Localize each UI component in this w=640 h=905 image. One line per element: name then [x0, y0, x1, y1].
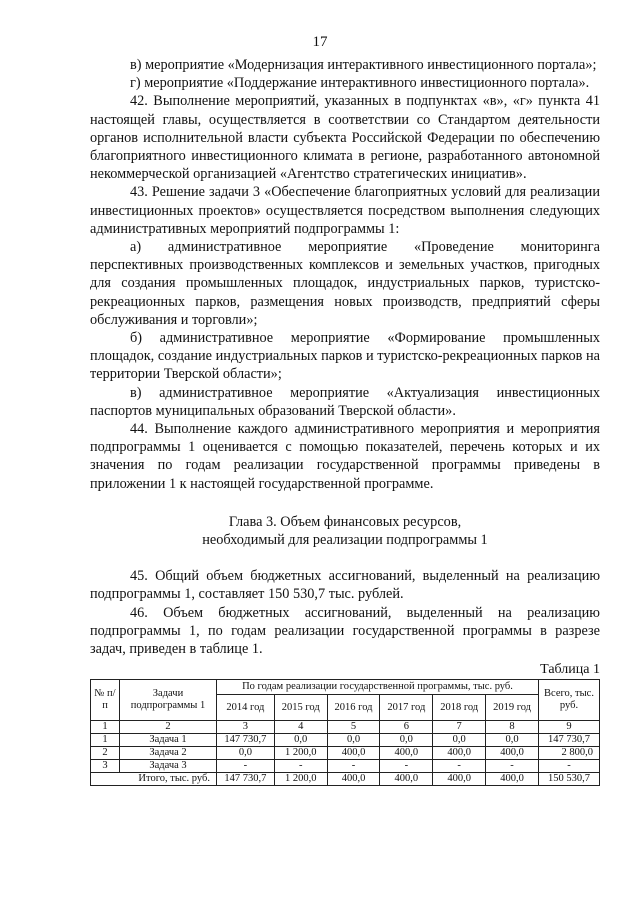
row-value: 0,0 — [274, 734, 327, 747]
row-value: - — [433, 760, 486, 773]
page-number: 17 — [312, 34, 328, 50]
totals-value: 1 200,0 — [274, 773, 327, 786]
column-number: 9 — [539, 721, 600, 734]
header-year: 2017 год — [380, 695, 433, 721]
table-row — [91, 747, 600, 760]
paragraph-item-g: г) мероприятие «Поддержание интерактивного инвестиционного портала». — [130, 75, 590, 92]
row-value: 0,0 — [486, 734, 539, 747]
table-caption: Таблица 1 — [540, 662, 600, 678]
paragraph-item-v: в) мероприятие «Модернизация интерактивного инвестиционного портала»; — [130, 57, 597, 73]
totals-value: 400,0 — [486, 773, 539, 786]
paragraph-43: 43. Решение задачи 3 «Обеспечение благоприятных условий для реализации инвестиционных проектов» осуществляется посредством выполнения следующих административных мероприятий подпрограммы 1: — [90, 184, 600, 237]
totals-grand-total: 150 530,7 — [539, 773, 600, 786]
header-year: 2019 год — [486, 695, 539, 721]
column-number: 1 — [91, 721, 120, 734]
row-total: 2 800,0 — [539, 747, 600, 760]
totals-value: 147 730,7 — [217, 773, 275, 786]
row-value: - — [380, 760, 433, 773]
row-value: 400,0 — [433, 747, 486, 760]
row-value: 400,0 — [327, 747, 380, 760]
chapter-heading-line1: Глава 3. Объем финансовых ресурсов, — [228, 513, 462, 530]
row-value: 1 200,0 — [274, 747, 327, 760]
column-number: 5 — [327, 721, 380, 734]
column-numbering-row — [91, 721, 600, 734]
row-value: - — [486, 760, 539, 773]
row-num: 2 — [91, 747, 120, 760]
paragraph-46: 46. Объем бюджетных ассигнований, выделенный на реализацию подпрограммы 1, по годам реализации государственной программы в разрезе задач, приведен в таблице 1. — [90, 604, 600, 658]
row-value: 400,0 — [486, 747, 539, 760]
row-value: 147 730,7 — [217, 734, 275, 747]
paragraph-45: 45. Общий объем бюджетных ассигнований, выделенный на реализацию подпрограммы 1, составляет 150 530,7 тыс. рублей. — [90, 568, 600, 603]
header-total: Всего, тыс. руб. — [539, 680, 600, 721]
header-years-group: По годам реализации государственной программы, тыс. руб. — [217, 680, 539, 695]
column-number: 2 — [120, 721, 217, 734]
totals-value: 400,0 — [380, 773, 433, 786]
row-num: 1 — [91, 734, 120, 747]
header-num: № п/п — [91, 680, 120, 721]
document-body — [90, 56, 600, 786]
row-num: 3 — [91, 760, 120, 773]
row-value: 0,0 — [327, 734, 380, 747]
column-number: 3 — [217, 721, 275, 734]
row-task: Задача 1 — [120, 734, 217, 747]
row-task: Задача 2 — [120, 747, 217, 760]
funding-table — [90, 679, 600, 786]
table-row — [91, 760, 600, 773]
column-number: 6 — [380, 721, 433, 734]
column-number: 4 — [274, 721, 327, 734]
row-value: 0,0 — [380, 734, 433, 747]
column-number: 7 — [433, 721, 486, 734]
column-number: 8 — [486, 721, 539, 734]
header-tasks: Задачи подпрограммы 1 — [120, 680, 217, 721]
totals-value: 400,0 — [433, 773, 486, 786]
header-year: 2018 год — [433, 695, 486, 721]
row-value: 0,0 — [217, 747, 275, 760]
row-task: Задача 3 — [120, 760, 217, 773]
paragraph-42: 42. Выполнение мероприятий, указанных в подпунктах «в», «г» пункта 41 настоящей главы, осуществляется в соответствии со Стандартом деятельности органов исполнительной власти субъекта Российской Федерации по обеспечению благоприятного инвестиционного климата в регионе, разработанного автономной некоммерческой организацией «Агентство стратегических инициатив». — [90, 93, 600, 183]
row-value: 0,0 — [433, 734, 486, 747]
chapter-heading-line2: необходимый для реализации подпрограммы 1 — [202, 532, 488, 549]
row-total: - — [539, 760, 600, 773]
row-value: - — [274, 760, 327, 773]
row-value: - — [217, 760, 275, 773]
header-year: 2016 год — [327, 695, 380, 721]
row-value: - — [327, 760, 380, 773]
row-value: 400,0 — [380, 747, 433, 760]
paragraph-item-a: а) административное мероприятие «Проведение мониторинга перспективных производственных комплексов и земельных участков, пригодных для создания промышленных площадок, индустриальных парков, туристско-рекреационных парков, размещения новых производств, предприятий сферы обслуживания и торговли»; — [90, 239, 600, 328]
header-year: 2014 год — [217, 695, 275, 721]
totals-row — [91, 773, 600, 786]
totals-label: Итого, тыс. руб. — [91, 773, 217, 786]
row-total: 147 730,7 — [539, 734, 600, 747]
paragraph-44: 44. Выполнение каждого административного мероприятия и мероприятия подпрограммы 1 оценивается с помощью показателей, перечень которых и их значения по годам реализации государственной программы приведены в приложении 1 к настоящей государственной программе. — [90, 421, 600, 492]
totals-value: 400,0 — [327, 773, 380, 786]
header-year: 2015 год — [274, 695, 327, 721]
paragraph-item-b: б) административное мероприятие «Формирование промышленных площадок, создание индустриальных парков и туристско-рекреационных парков на территории Тверской области»; — [90, 330, 600, 383]
paragraph-item-v2: в) административное мероприятие «Актуализация инвестиционных паспортов муниципальных образований Тверской области». — [90, 384, 600, 419]
chapter-heading — [90, 513, 600, 549]
table-row — [91, 734, 600, 747]
